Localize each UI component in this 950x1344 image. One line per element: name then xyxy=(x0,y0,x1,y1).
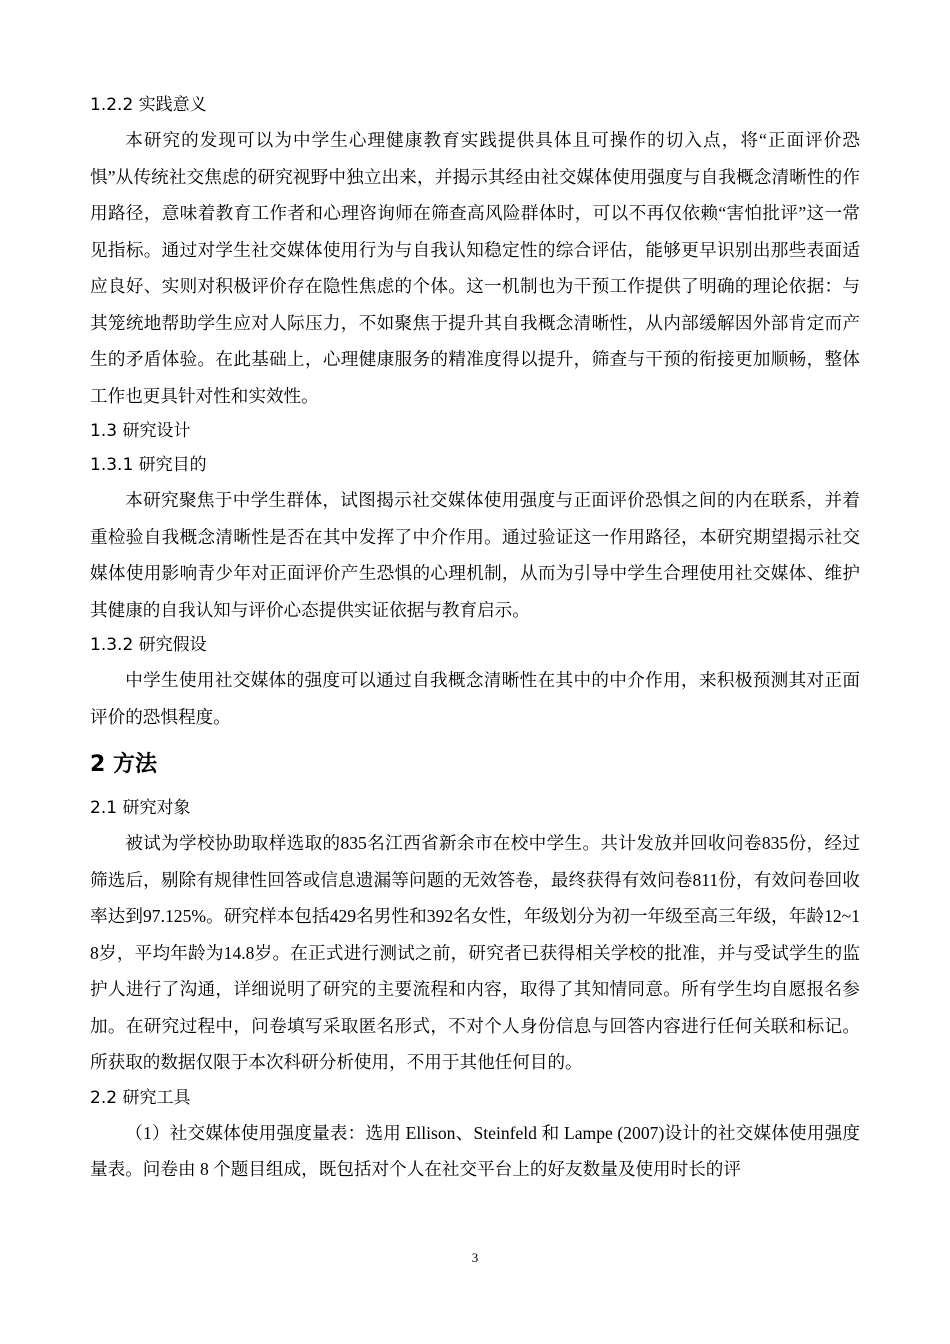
heading-2-1: 2.1 研究对象 xyxy=(90,798,191,818)
paragraph-research-hypothesis: 中学生使用社交媒体的强度可以通过自我概念清晰性在其中的中介作用，来积极预测其对正面评价的恐惧程度。 xyxy=(90,670,860,727)
paragraph-research-purpose: 本研究聚焦于中学生群体，试图揭示社交媒体使用强度与正面评价恐惧之间的内在联系，并着重检验自我概念清晰性是否在其中发挥了中介作用。通过验证这一作用路径，本研究期望揭示社交媒体使用影响青少年对正面评价产生恐惧的心理机制，从而为引导中学生合理使用社交媒体、维护其健康的自我认知与评价心态提供实证依据与教育启示。 xyxy=(90,490,860,620)
paragraph-instruments: （1）社交媒体使用强度量表：选用 Ellison、Steinfeld 和 Lampe (2007)设计的社交媒体使用强度量表。问卷由 8 个题目组成，既包括对个人在社交平台上的好友数量及使用时长的评 xyxy=(90,1122,860,1179)
heading-1-3: 1.3 研究设计 xyxy=(90,421,191,441)
heading-2-2: 2.2 研究工具 xyxy=(90,1087,191,1108)
heading-1-3-2: 1.3.2 研究假设 xyxy=(90,635,207,655)
page-content xyxy=(90,88,860,1188)
heading-2-methods: 2 方法 xyxy=(90,752,157,777)
page-number: 3 xyxy=(471,1250,479,1265)
heading-1-3-1: 1.3.1 研究目的 xyxy=(90,455,207,475)
heading-1-2-2: 1.2.2 实践意义 xyxy=(90,95,207,115)
paragraph-practical-significance: 本研究的发现可以为中学生心理健康教育实践提供具体且可操作的切入点，将“正面评价恐惧”从传统社交焦虑的研究视野中独立出来，并揭示其经由社交媒体使用强度与自我概念清晰性的作用路径，意味着教育工作者和心理咨询师在筛查高风险群体时，可以不再仅依赖“害怕批评”这一常见指标。通过对学生社交媒体使用行为与自我认知稳定性的综合评估，能够更早识别出那些表面适应良好、实则对积极评价存在隐性焦虑的个体。这一机制也为干预工作提供了明确的理论依据：与其笼统地帮助学生应对人际压力，不如聚焦于提升其自我概念清晰性，从内部缓解因外部肯定而产生的矛盾体验。在此基础上，心理健康服务的精准度得以提升，筛查与干预的衔接更加顺畅，整体工作也更具针对性和实效性。 xyxy=(90,130,860,406)
paragraph-participants: 被试为学校协助取样选取的835名江西省新余市在校中学生。共计发放并回收问卷835份，经过筛选后，剔除有规律性回答或信息遗漏等问题的无效答卷，最终获得有效问卷811份，有效问卷回收率达到97.125%。研究样本包括429名男性和392名女性，年级划分为初一年级至高三年级，年龄12~18岁，平均年龄为14.8岁。在正式进行测试之前，研究者已获得相关学校的批准，并与受试学生的监护人进行了沟通，详细说明了研究的主要流程和内容，取得了其知情同意。所有学生均自愿报名参加。在研究过程中，问卷填写采取匿名形式，不对个人身份信息与回答内容进行任何关联和标记。所获取的数据仅限于本次科研分析使用，不用于其他任何目的。 xyxy=(90,833,860,1072)
